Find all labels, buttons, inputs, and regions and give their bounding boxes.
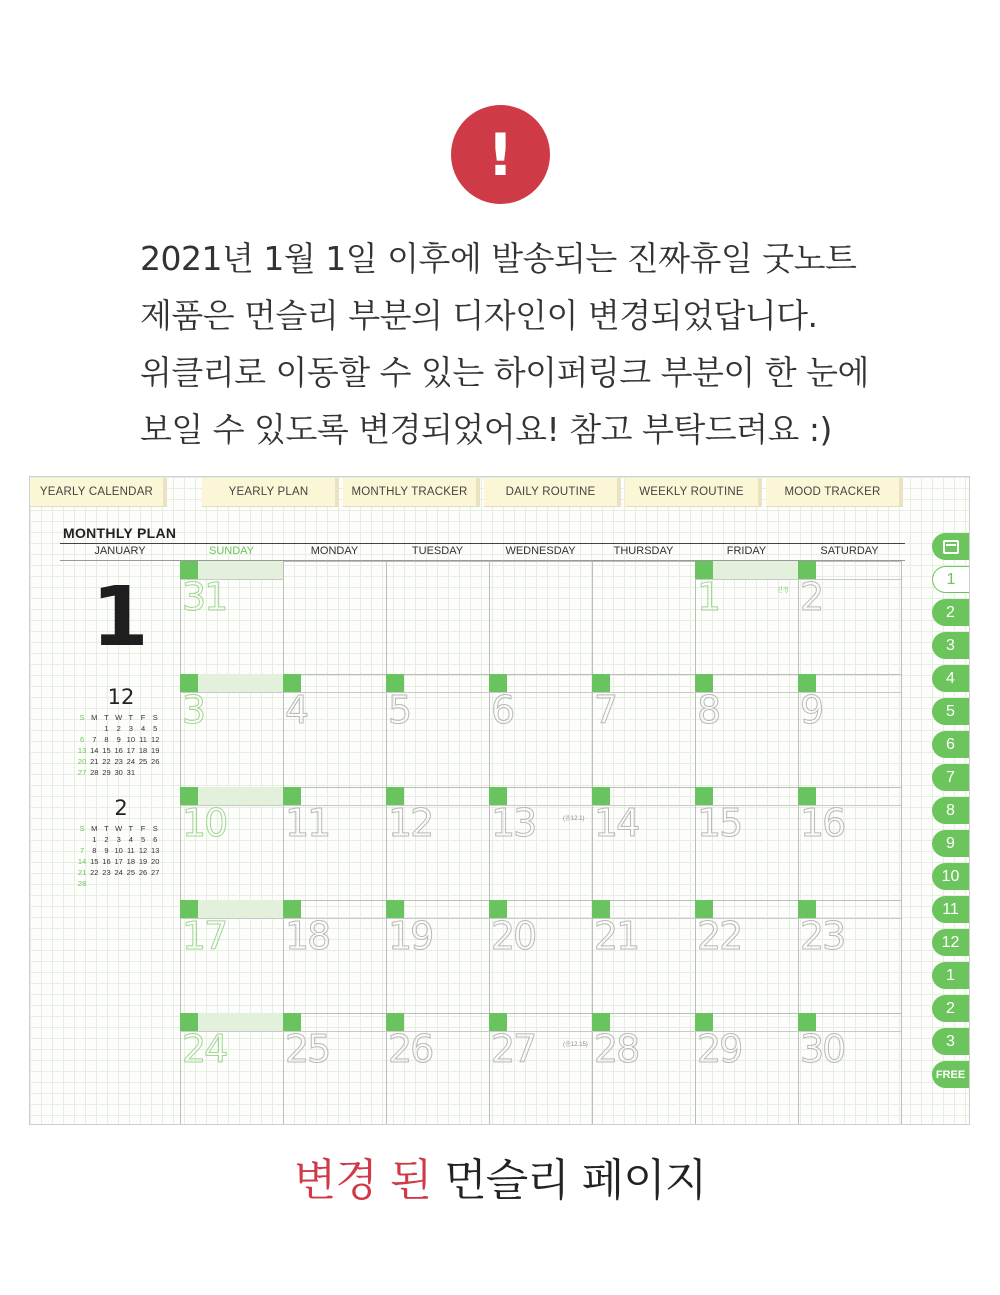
mini-calendar-month: 2 xyxy=(114,796,128,820)
mini-calendar-day: 16 xyxy=(114,746,123,755)
mini-calendar-day xyxy=(149,878,161,889)
caption xyxy=(0,1144,1000,1208)
day-number: 21 xyxy=(594,914,639,958)
side-tab-sep[interactable]: 9 xyxy=(932,830,970,857)
notice-line: 제품은 먼슬리 부분의 디자인이 변경되었답니다. xyxy=(140,296,818,335)
side-tab-oct[interactable]: 10 xyxy=(932,863,970,890)
mini-calendar-day: 22 xyxy=(102,757,111,766)
mini-calendar-day: 21 xyxy=(77,868,87,877)
day-number: 11 xyxy=(285,801,330,845)
side-tab-may[interactable]: 5 xyxy=(932,698,970,725)
month-grid xyxy=(180,561,905,1125)
alert-symbol: ! xyxy=(487,120,514,189)
mini-calendar-day: 17 xyxy=(126,746,136,755)
grid-column-line xyxy=(901,561,902,1125)
day-number: 15 xyxy=(697,801,742,845)
day-number: 26 xyxy=(388,1027,433,1071)
day-cell[interactable] xyxy=(386,900,489,1013)
mini-calendar-day: 20 xyxy=(77,757,87,766)
alert-icon xyxy=(451,105,550,204)
mini-calendar-day: 12 xyxy=(151,735,160,744)
mini-calendar-day: 7 xyxy=(80,846,85,855)
mini-calendar-weekday: S xyxy=(152,713,158,722)
day-cell[interactable] xyxy=(592,1013,695,1125)
tab-daily-routine[interactable]: DAILY ROUTINE xyxy=(484,478,621,507)
day-number: 25 xyxy=(285,1027,330,1071)
mini-calendar xyxy=(76,685,166,778)
weekday-sunday: SUNDAY xyxy=(208,545,255,557)
side-tab-feb[interactable]: 2 xyxy=(932,599,970,626)
day-number: 12 xyxy=(388,801,433,845)
mini-calendar-day: 16 xyxy=(102,857,111,866)
mini-calendar-day: 30 xyxy=(114,768,123,777)
day-cell[interactable] xyxy=(283,674,386,787)
mini-calendar-day xyxy=(76,723,88,734)
mini-calendar-day xyxy=(113,878,125,889)
mini-calendar-day xyxy=(125,878,137,889)
day-number: 31 xyxy=(182,575,227,619)
notice-line: 보일 수 있도록 변경되었어요! 참고 부탁드려요 :) xyxy=(140,410,832,449)
caption-rest: 먼슬리 페이지 xyxy=(431,1155,707,1206)
mini-calendar-day: 19 xyxy=(138,857,148,866)
calendar-icon xyxy=(943,540,959,554)
mini-calendar-day: 27 xyxy=(77,768,87,777)
day-number: 23 xyxy=(800,914,845,958)
mini-calendar-day: 1 xyxy=(92,835,97,844)
notice-line: 위클리로 이동할 수 있는 하이퍼링크 부분이 한 눈에 xyxy=(140,353,869,392)
side-tab-nov[interactable]: 11 xyxy=(932,896,970,923)
weekday-saturday: SATURDAY xyxy=(820,545,879,557)
day-number: 29 xyxy=(697,1027,742,1071)
mini-calendar-day: 6 xyxy=(153,835,158,844)
holiday-label: 신정 xyxy=(777,588,789,594)
side-tab-apr[interactable]: 4 xyxy=(932,665,970,692)
mini-calendar-day: 15 xyxy=(102,746,111,755)
day-number: 18 xyxy=(285,914,330,958)
day-cell xyxy=(489,561,592,674)
side-tab-mar-next[interactable]: 3 xyxy=(932,1028,970,1055)
tab-yearly-plan[interactable]: YEARLY PLAN xyxy=(202,478,339,507)
top-tab-bar xyxy=(30,477,970,507)
day-number: 30 xyxy=(800,1027,845,1071)
mini-calendar-day: 9 xyxy=(104,846,109,855)
day-cell[interactable] xyxy=(695,1013,798,1125)
day-cell[interactable] xyxy=(798,561,901,674)
mini-calendar-weekday: S xyxy=(152,824,158,833)
day-cell[interactable] xyxy=(180,561,283,674)
day-number: 3 xyxy=(182,688,205,732)
day-number: 24 xyxy=(182,1027,227,1071)
mini-calendar-day xyxy=(76,834,88,845)
mini-calendar-day: 5 xyxy=(140,835,146,844)
day-number: 20 xyxy=(491,914,536,958)
day-cell xyxy=(283,561,386,674)
page-title: MONTHLY PLAN xyxy=(63,525,177,541)
mini-calendar xyxy=(76,796,166,889)
mini-calendar-day: 17 xyxy=(114,857,123,866)
mini-calendar-day: 27 xyxy=(151,868,160,877)
mini-calendar-day: 10 xyxy=(126,735,136,744)
mini-calendar-day: 18 xyxy=(138,746,148,755)
mini-calendar-day: 6 xyxy=(80,735,85,744)
side-tab-mar[interactable]: 3 xyxy=(932,632,970,659)
side-tab-feb-next[interactable]: 2 xyxy=(932,995,970,1022)
mini-calendar-weekday: S xyxy=(79,824,85,833)
mini-calendar-day: 24 xyxy=(114,868,123,877)
day-cell[interactable] xyxy=(489,674,592,787)
day-cell[interactable] xyxy=(489,1013,592,1125)
day-cell[interactable] xyxy=(798,900,901,1013)
mini-calendar-weekday: S xyxy=(79,713,85,722)
mini-calendar-day: 2 xyxy=(116,724,121,733)
mini-calendar-day: 24 xyxy=(126,757,136,766)
day-number: 27 xyxy=(491,1027,536,1071)
mini-calendar-weekday: W xyxy=(115,824,123,833)
day-cell xyxy=(386,561,489,674)
day-number: 14 xyxy=(594,801,639,845)
side-tab-aug[interactable]: 8 xyxy=(932,797,970,824)
side-tab-free[interactable]: FREE xyxy=(932,1061,970,1088)
mini-calendar-weekday: F xyxy=(140,824,146,833)
lunar-date-label: (음12.1) xyxy=(563,816,585,822)
mini-calendar-day: 28 xyxy=(77,879,87,888)
day-cell[interactable] xyxy=(592,674,695,787)
day-cell[interactable] xyxy=(695,674,798,787)
mini-calendar-day xyxy=(100,878,112,889)
day-cell[interactable] xyxy=(695,900,798,1013)
side-tab-jan-next[interactable]: 1 xyxy=(932,962,970,989)
mini-calendar-day: 3 xyxy=(128,724,133,733)
day-cell[interactable] xyxy=(180,1013,283,1125)
day-cell[interactable] xyxy=(798,674,901,787)
mini-calendar-weekday: T xyxy=(128,824,134,833)
mini-calendar-day: 5 xyxy=(153,724,158,733)
day-cell[interactable] xyxy=(695,787,798,900)
day-cell[interactable] xyxy=(695,561,798,674)
day-cell[interactable] xyxy=(592,787,695,900)
mini-calendar-day: 1 xyxy=(104,724,109,733)
cell-highlight-bar xyxy=(198,674,283,692)
notice-line: 2021년 1월 1일 이후에 발송되는 진짜휴일 굿노트 xyxy=(140,239,857,278)
day-cell[interactable] xyxy=(386,787,489,900)
mini-calendar-grid xyxy=(76,712,166,778)
cell-highlight-bar xyxy=(713,561,798,579)
day-number: 10 xyxy=(182,801,227,845)
day-cell[interactable] xyxy=(283,900,386,1013)
day-cell[interactable] xyxy=(283,1013,386,1125)
mini-calendar-day: 7 xyxy=(92,735,97,744)
mini-calendar-day: 23 xyxy=(114,757,123,766)
day-cell xyxy=(592,561,695,674)
day-cell[interactable] xyxy=(180,900,283,1013)
day-number: 7 xyxy=(594,688,617,732)
day-cell[interactable] xyxy=(180,674,283,787)
month-name: JANUARY xyxy=(94,545,146,557)
mini-calendar-day: 14 xyxy=(77,857,87,866)
tab-mood-tracker[interactable]: MOOD TRACKER xyxy=(766,478,903,507)
mini-calendar-day xyxy=(88,878,100,889)
day-cell[interactable] xyxy=(798,787,901,900)
side-tab-jun[interactable]: 6 xyxy=(932,731,970,758)
mini-calendar-grid xyxy=(76,823,166,889)
day-number: 16 xyxy=(800,801,845,845)
day-cell[interactable] xyxy=(386,674,489,787)
day-cell[interactable] xyxy=(283,787,386,900)
day-number: 8 xyxy=(697,688,720,732)
mini-calendar-day: 13 xyxy=(77,746,87,755)
mini-calendar-day: 20 xyxy=(151,857,160,866)
tab-monthly-tracker[interactable]: MONTHLY TRACKER xyxy=(343,478,480,507)
mini-calendar-weekday: F xyxy=(140,713,146,722)
header-divider xyxy=(60,543,905,544)
mini-calendar-weekday: M xyxy=(91,824,98,833)
day-cell[interactable] xyxy=(489,900,592,1013)
weekday-friday: FRIDAY xyxy=(726,545,767,557)
mini-calendar-day: 21 xyxy=(90,757,99,766)
day-number: 2 xyxy=(800,575,823,619)
mini-calendar-day: 4 xyxy=(140,724,146,733)
cell-top-line xyxy=(386,561,489,562)
mini-calendar-day: 8 xyxy=(92,846,97,855)
day-number: 1 xyxy=(697,575,720,619)
mini-calendar-day: 14 xyxy=(90,746,99,755)
mini-calendar-day: 12 xyxy=(138,846,148,855)
mini-calendar-day xyxy=(137,878,149,889)
mini-calendar-day: 9 xyxy=(116,735,121,744)
weekday-monday: MONDAY xyxy=(310,545,359,557)
side-tab-calendar[interactable] xyxy=(932,533,970,560)
day-number: 9 xyxy=(800,688,823,732)
mini-calendar-day xyxy=(137,767,149,778)
mini-calendar-day: 22 xyxy=(90,868,99,877)
day-cell[interactable] xyxy=(798,1013,901,1125)
mini-calendar-day: 25 xyxy=(138,757,148,766)
mini-calendar-day: 15 xyxy=(90,857,99,866)
cell-top-line xyxy=(283,561,386,562)
weekday-thursday: THURSDAY xyxy=(613,545,674,557)
day-number: 17 xyxy=(182,914,227,958)
day-number: 22 xyxy=(697,914,742,958)
notice-text xyxy=(140,230,880,458)
mini-calendar-day: 4 xyxy=(128,835,133,844)
cell-top-line xyxy=(489,561,592,562)
side-tab-jan[interactable]: 1 xyxy=(932,566,970,593)
mini-calendar-day: 18 xyxy=(126,857,136,866)
tab-yearly-calendar[interactable]: YEARLY CALENDAR xyxy=(30,478,167,507)
cell-top-line xyxy=(592,561,695,562)
mini-calendar-month: 12 xyxy=(107,685,135,709)
mini-calendar-day xyxy=(149,767,161,778)
mini-calendar-weekday: T xyxy=(128,713,134,722)
mini-calendar-day: 31 xyxy=(126,768,136,777)
mini-calendar-day: 28 xyxy=(90,768,99,777)
mini-calendar-day: 23 xyxy=(102,868,111,877)
mini-calendar-weekday: T xyxy=(104,824,109,833)
mini-calendar-day xyxy=(88,723,100,734)
day-number: 6 xyxy=(491,688,514,732)
weekday-tuesday: TUESDAY xyxy=(411,545,464,557)
lunar-date-label: (음12.15) xyxy=(563,1042,588,1048)
day-cell[interactable] xyxy=(180,787,283,900)
day-cell[interactable] xyxy=(489,787,592,900)
mini-calendar-day: 3 xyxy=(116,835,121,844)
mini-calendar-day: 2 xyxy=(104,835,109,844)
day-number: 13 xyxy=(491,801,536,845)
mini-calendar-day: 8 xyxy=(104,735,109,744)
caption-highlight: 변경 된 xyxy=(293,1155,432,1206)
mini-calendar-weekday: M xyxy=(91,713,98,722)
mini-calendar-day: 26 xyxy=(151,757,160,766)
side-tab-dec[interactable]: 12 xyxy=(932,929,970,956)
tab-weekly-routine[interactable]: WEEKLY ROUTINE xyxy=(625,478,762,507)
side-tab-jul[interactable]: 7 xyxy=(932,764,970,791)
day-cell[interactable] xyxy=(592,900,695,1013)
monthly-planner-page xyxy=(29,476,970,1125)
mini-calendar-day: 26 xyxy=(138,868,148,877)
mini-calendar-day: 29 xyxy=(102,768,111,777)
mini-calendar-day: 11 xyxy=(139,735,147,744)
mini-calendar-day: 25 xyxy=(126,868,136,877)
mini-calendar-weekday: T xyxy=(104,713,109,722)
mini-calendar-day: 19 xyxy=(151,746,160,755)
mini-calendar-day: 11 xyxy=(126,846,135,855)
mini-calendar-day: 10 xyxy=(114,846,123,855)
big-month-number: 1 xyxy=(91,570,149,665)
mini-calendar-weekday: W xyxy=(115,713,123,722)
day-number: 4 xyxy=(285,688,308,732)
mini-calendar-day: 13 xyxy=(151,846,160,855)
day-number: 28 xyxy=(594,1027,639,1071)
day-cell[interactable] xyxy=(386,1013,489,1125)
day-number: 5 xyxy=(388,688,411,732)
weekday-wednesday: WEDNESDAY xyxy=(505,545,576,557)
day-number: 19 xyxy=(388,914,433,958)
